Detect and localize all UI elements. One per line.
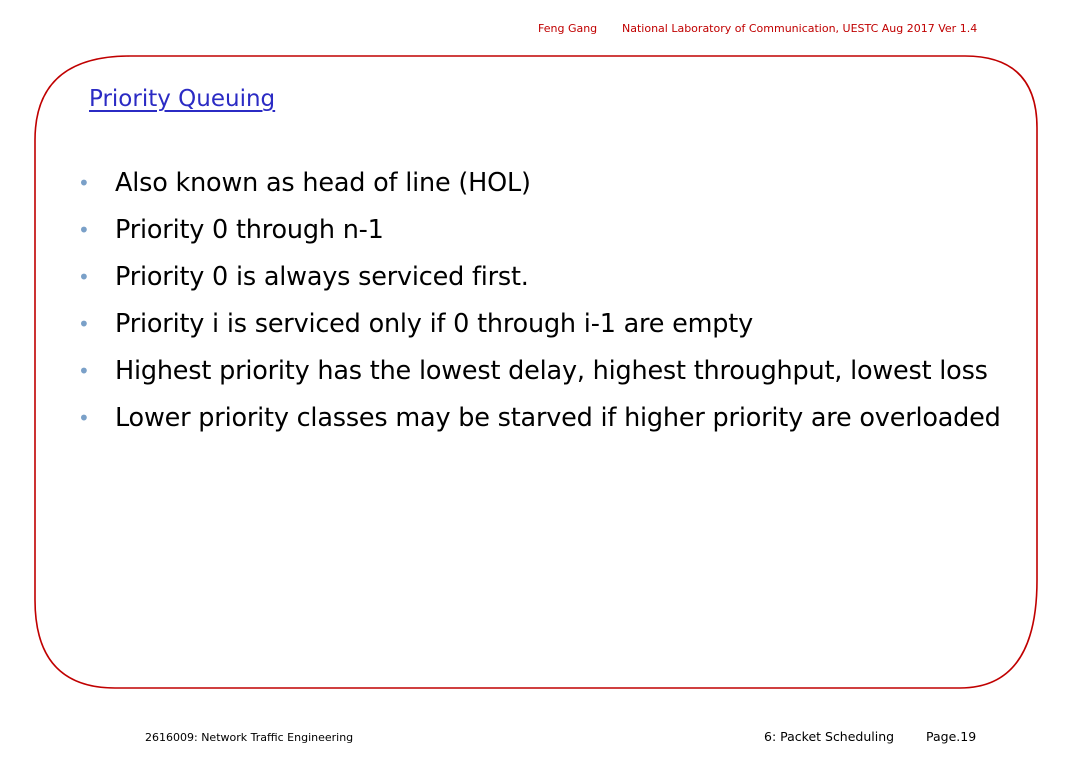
bullet-dot-icon: •: [78, 359, 90, 383]
bullet-text: Lower priority classes may be starved if higher priority are overloaded: [115, 403, 1001, 433]
bullet-dot-icon: •: [78, 265, 90, 289]
bullet-item: [78, 353, 1038, 390]
bullet-item: [78, 259, 1038, 296]
bullet-dot-icon: •: [78, 171, 90, 195]
bullet-item: [78, 306, 1038, 343]
footer-chapter: 6: Packet Scheduling: [764, 729, 895, 744]
footer-course: 2616009: Network Traffic Engineering: [145, 731, 354, 744]
bullet-item: [78, 212, 1038, 249]
bullet-text: Priority 0 through n-1: [115, 215, 384, 245]
bullet-dot-icon: •: [78, 218, 90, 242]
bullet-dot-icon: •: [78, 312, 90, 336]
header-author: Feng Gang: [538, 22, 598, 35]
slide-title: Priority Queuing: [89, 86, 276, 112]
bullet-text: Priority i is serviced only if 0 through i-1 are empty: [115, 309, 753, 339]
bullet-text: Priority 0 is always serviced first.: [115, 262, 529, 292]
bullet-text: Highest priority has the lowest delay, highest throughput, lowest loss: [115, 356, 988, 386]
bullet-text: Also known as head of line (HOL): [115, 168, 531, 198]
header-lab: National Laboratory of Communication, UESTC Aug 2017 Ver 1.4: [622, 22, 978, 35]
bullet-dot-icon: •: [78, 406, 90, 430]
footer-page-number: Page.19: [926, 729, 977, 744]
bullet-item: [78, 165, 1038, 202]
bullet-item: [78, 400, 1038, 437]
bullet-list: [78, 165, 1038, 447]
